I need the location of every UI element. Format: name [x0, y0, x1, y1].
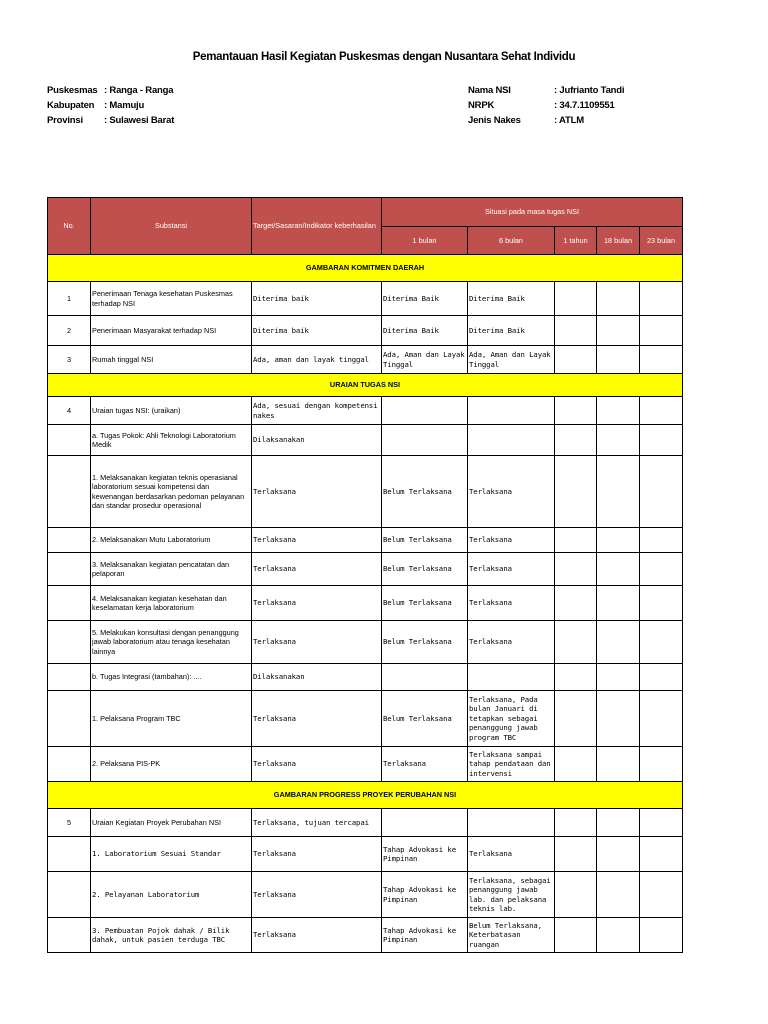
- header-row-1: [48, 198, 683, 227]
- row-1-tahun: [555, 664, 597, 691]
- page-title: Pemantauan Hasil Kegiatan Puskesmas dengan Nusantara Sehat Individu: [192, 51, 576, 63]
- row-substansi: 3. Pembuatan Pojok dahak / Bilik dahak, untuk pasien terduga TBC: [91, 918, 252, 953]
- row-6-bulan: Terlaksana: [468, 456, 555, 528]
- row-1-tahun: [555, 528, 597, 553]
- row-18-bulan: [597, 553, 640, 586]
- table-row: [48, 282, 683, 316]
- row-no: [48, 918, 91, 953]
- row-1-bulan: Diterima Baik: [382, 316, 468, 346]
- row-23-bulan: [640, 691, 683, 747]
- row-target: Terlaksana: [252, 621, 382, 664]
- row-6-bulan: Diterima Baik: [468, 282, 555, 316]
- table-row: [48, 397, 683, 425]
- row-1-bulan: Belum Terlaksana: [382, 456, 468, 528]
- row-substansi: 4. Melaksanakan kegiatan kesehatan dan keselamatan kerja laboratorium: [91, 586, 252, 621]
- header-no: No.: [48, 198, 91, 255]
- table-row: [48, 316, 683, 346]
- row-1-tahun: [555, 837, 597, 872]
- row-18-bulan: [597, 691, 640, 747]
- right-info: [468, 83, 624, 128]
- row-18-bulan: [597, 397, 640, 425]
- nama-nsi-value: : Jufrianto Tandi: [554, 85, 625, 96]
- row-23-bulan: [640, 456, 683, 528]
- row-1-tahun: [555, 553, 597, 586]
- row-target: Ada, sesuai dengan kompetensi nakes: [252, 397, 382, 425]
- kabupaten-value: : Mamuju: [104, 100, 145, 111]
- row-substansi: Rumah tinggal NSI: [91, 346, 252, 374]
- table-row: [48, 456, 683, 528]
- row-target: Terlaksana: [252, 456, 382, 528]
- table-row: [48, 425, 683, 456]
- row-1-tahun: [555, 621, 597, 664]
- header-period-18-bulan: 18 bulan: [597, 227, 640, 255]
- row-23-bulan: [640, 872, 683, 918]
- header-period-6-bulan: 6 bulan: [468, 227, 555, 255]
- row-23-bulan: [640, 918, 683, 953]
- row-1-bulan: Belum Terlaksana: [382, 553, 468, 586]
- row-1-bulan: Belum Terlaksana: [382, 691, 468, 747]
- row-18-bulan: [597, 664, 640, 691]
- header-period-1-bulan: 1 bulan: [382, 227, 468, 255]
- row-substansi: Penerimaan Tenaga kesehatan Puskesmas terhadap NSI: [91, 282, 252, 316]
- row-1-bulan: Belum Terlaksana: [382, 586, 468, 621]
- row-target: Diterima baik: [252, 316, 382, 346]
- table-row: [48, 809, 683, 837]
- section-row: [48, 374, 683, 397]
- row-1-tahun: [555, 425, 597, 456]
- row-18-bulan: [597, 872, 640, 918]
- row-23-bulan: [640, 425, 683, 456]
- row-6-bulan: Terlaksana: [468, 621, 555, 664]
- row-no: [48, 528, 91, 553]
- row-substansi: Penerimaan Masyarakat terhadap NSI: [91, 316, 252, 346]
- table-row: [48, 664, 683, 691]
- row-no: 2: [48, 316, 91, 346]
- row-23-bulan: [640, 837, 683, 872]
- row-1-tahun: [555, 747, 597, 782]
- row-substansi: Uraian Kegiatan Proyek Perubahan NSI: [91, 809, 252, 837]
- jenis-nakes-label: Jenis Nakes: [468, 115, 521, 126]
- row-23-bulan: [640, 528, 683, 553]
- table-row: [48, 553, 683, 586]
- row-substansi: 1. Laboratorium Sesuai Standar: [91, 837, 252, 872]
- monitoring-table: [47, 197, 683, 953]
- row-1-bulan: [382, 664, 468, 691]
- row-target: Ada, aman dan layak tinggal: [252, 346, 382, 374]
- row-substansi: b. Tugas Integrasi (tambahan): ....: [91, 664, 252, 691]
- row-18-bulan: [597, 528, 640, 553]
- nama-nsi-row: [468, 83, 624, 98]
- row-no: [48, 872, 91, 918]
- row-6-bulan: Terlaksana: [468, 553, 555, 586]
- row-1-tahun: [555, 282, 597, 316]
- row-18-bulan: [597, 747, 640, 782]
- row-no: [48, 747, 91, 782]
- row-18-bulan: [597, 586, 640, 621]
- row-18-bulan: [597, 346, 640, 374]
- row-target: Dilaksanakan: [252, 664, 382, 691]
- row-1-bulan: [382, 425, 468, 456]
- row-no: [48, 837, 91, 872]
- nrpk-label: NRPK: [468, 100, 495, 111]
- header-situasi: Situasi pada masa tugas NSI: [382, 198, 683, 227]
- row-substansi: 1. Melaksanakan kegiatan teknis operasianal laboratorium sesuai kompetensi dan kewenangan berdasarkan pedoman pelayanan dan standar prosedur operasional: [91, 456, 252, 528]
- row-1-bulan: [382, 397, 468, 425]
- table-row: [48, 747, 683, 782]
- row-target: Diterima baik: [252, 282, 382, 316]
- row-1-tahun: [555, 346, 597, 374]
- row-1-bulan: Tahap Advokasi ke Pimpinan: [382, 837, 468, 872]
- provinsi-label: Provinsi: [47, 115, 83, 126]
- row-no: 1: [48, 282, 91, 316]
- table-row: [48, 528, 683, 553]
- table-row: [48, 621, 683, 664]
- section-komitmen-daerah: GAMBARAN KOMITMEN DAERAH: [48, 255, 683, 282]
- row-no: 4: [48, 397, 91, 425]
- row-target: Terlaksana: [252, 837, 382, 872]
- row-6-bulan: [468, 425, 555, 456]
- provinsi-row: [47, 113, 174, 128]
- row-1-tahun: [555, 586, 597, 621]
- row-23-bulan: [640, 747, 683, 782]
- row-no: [48, 586, 91, 621]
- jenis-nakes-row: [468, 113, 624, 128]
- row-1-bulan: Ada, Aman dan Layak Tinggal: [382, 346, 468, 374]
- row-18-bulan: [597, 918, 640, 953]
- row-target: Terlaksana: [252, 747, 382, 782]
- row-substansi: 3. Melaksanakan kegiatan pencatatan dan pelaporan: [91, 553, 252, 586]
- row-6-bulan: Ada, Aman dan Layak Tinggal: [468, 346, 555, 374]
- row-target: Terlaksana: [252, 553, 382, 586]
- row-1-tahun: [555, 809, 597, 837]
- row-18-bulan: [597, 316, 640, 346]
- row-target: Terlaksana: [252, 918, 382, 953]
- row-1-bulan: Belum Terlaksana: [382, 528, 468, 553]
- row-substansi: 5. Melakukan konsultasi dengan penanggung jawab laboratorium atau tenaga kesehatan lainnya: [91, 621, 252, 664]
- row-6-bulan: Terlaksana sampai tahap pendataan dan intervensi: [468, 747, 555, 782]
- row-23-bulan: [640, 664, 683, 691]
- row-substansi: 2. Pelaksana PIS-PK: [91, 747, 252, 782]
- row-substansi: 1. Pelaksana Program TBC: [91, 691, 252, 747]
- row-1-bulan: [382, 809, 468, 837]
- nrpk-value: : 34.7.1109551: [554, 100, 615, 111]
- row-18-bulan: [597, 282, 640, 316]
- row-6-bulan: Diterima Baik: [468, 316, 555, 346]
- row-1-bulan: Belum Terlaksana: [382, 621, 468, 664]
- header-substansi: Substansi: [91, 198, 252, 255]
- left-info: [47, 83, 174, 128]
- jenis-nakes-value: : ATLM: [554, 115, 584, 126]
- row-substansi: 2. Melaksanakan Mutu Laboratorium: [91, 528, 252, 553]
- row-1-bulan: Diterima Baik: [382, 282, 468, 316]
- row-23-bulan: [640, 553, 683, 586]
- puskesmas-value: : Ranga - Ranga: [104, 85, 174, 96]
- row-6-bulan: Terlaksana, sebagai penanggung jawab lab. dan pelaksana teknis lab.: [468, 872, 555, 918]
- row-23-bulan: [640, 346, 683, 374]
- table-row: [48, 586, 683, 621]
- table-row: [48, 691, 683, 747]
- row-1-tahun: [555, 316, 597, 346]
- row-target: Terlaksana: [252, 528, 382, 553]
- row-no: 5: [48, 809, 91, 837]
- row-1-bulan: Tahap Advokasi ke Pimpinan: [382, 872, 468, 918]
- row-1-tahun: [555, 456, 597, 528]
- row-6-bulan: [468, 664, 555, 691]
- row-no: 3: [48, 346, 91, 374]
- row-target: Terlaksana: [252, 691, 382, 747]
- row-23-bulan: [640, 397, 683, 425]
- row-target: Terlaksana: [252, 586, 382, 621]
- kabupaten-label: Kabupaten: [47, 100, 95, 111]
- section-row: [48, 255, 683, 282]
- row-1-tahun: [555, 918, 597, 953]
- row-6-bulan: [468, 809, 555, 837]
- section-proyek-perubahan: GAMBARAN PROGRESS PROYEK PERUBAHAN NSI: [48, 782, 683, 809]
- row-target: Terlaksana: [252, 872, 382, 918]
- row-target: Dilaksanakan: [252, 425, 382, 456]
- row-23-bulan: [640, 586, 683, 621]
- header-period-1-tahun: 1 tahun: [555, 227, 597, 255]
- row-substansi: 2. Pelayanan Laboratorium: [91, 872, 252, 918]
- row-23-bulan: [640, 316, 683, 346]
- row-18-bulan: [597, 456, 640, 528]
- row-6-bulan: Terlaksana: [468, 586, 555, 621]
- header-period-23-bulan: 23 bulan: [640, 227, 683, 255]
- row-18-bulan: [597, 621, 640, 664]
- table-row: [48, 346, 683, 374]
- row-18-bulan: [597, 809, 640, 837]
- row-6-bulan: Belum Terlaksana, Keterbatasan ruangan: [468, 918, 555, 953]
- row-18-bulan: [597, 425, 640, 456]
- provinsi-value: : Sulawesi Barat: [104, 115, 175, 126]
- row-1-tahun: [555, 397, 597, 425]
- row-1-tahun: [555, 872, 597, 918]
- row-23-bulan: [640, 282, 683, 316]
- nrpk-row: [468, 98, 624, 113]
- row-no: [48, 456, 91, 528]
- row-1-bulan: Terlaksana: [382, 747, 468, 782]
- row-substansi: a. Tugas Pokok: Ahli Teknologi Laboratorium Medik: [91, 425, 252, 456]
- table-row: [48, 872, 683, 918]
- row-1-tahun: [555, 691, 597, 747]
- row-18-bulan: [597, 837, 640, 872]
- row-6-bulan: Terlaksana, Pada bulan Januari di tetapkan sebagai penanggung jawab program TBC: [468, 691, 555, 747]
- table-row: [48, 837, 683, 872]
- row-no: [48, 553, 91, 586]
- row-23-bulan: [640, 621, 683, 664]
- row-target: Terlaksana, tujuan tercapai: [252, 809, 382, 837]
- nama-nsi-label: Nama NSI: [468, 85, 511, 96]
- row-6-bulan: [468, 397, 555, 425]
- row-no: [48, 621, 91, 664]
- kabupaten-row: [47, 98, 174, 113]
- row-no: [48, 664, 91, 691]
- section-uraian-tugas: URAIAN TUGAS NSI: [48, 374, 683, 397]
- puskesmas-row: [47, 83, 174, 98]
- section-row: [48, 782, 683, 809]
- header-target: Target/Sasaran/Indikator keberhasilan: [252, 198, 382, 255]
- row-6-bulan: Terlaksana: [468, 837, 555, 872]
- row-substansi: Uraian tugas NSI: (uraikan): [91, 397, 252, 425]
- row-23-bulan: [640, 809, 683, 837]
- row-1-bulan: Tahap Advokasi ke Pimpinan: [382, 918, 468, 953]
- puskesmas-label: Puskesmas: [47, 85, 98, 96]
- table-row: [48, 918, 683, 953]
- row-no: [48, 691, 91, 747]
- row-no: [48, 425, 91, 456]
- row-6-bulan: Terlaksana: [468, 528, 555, 553]
